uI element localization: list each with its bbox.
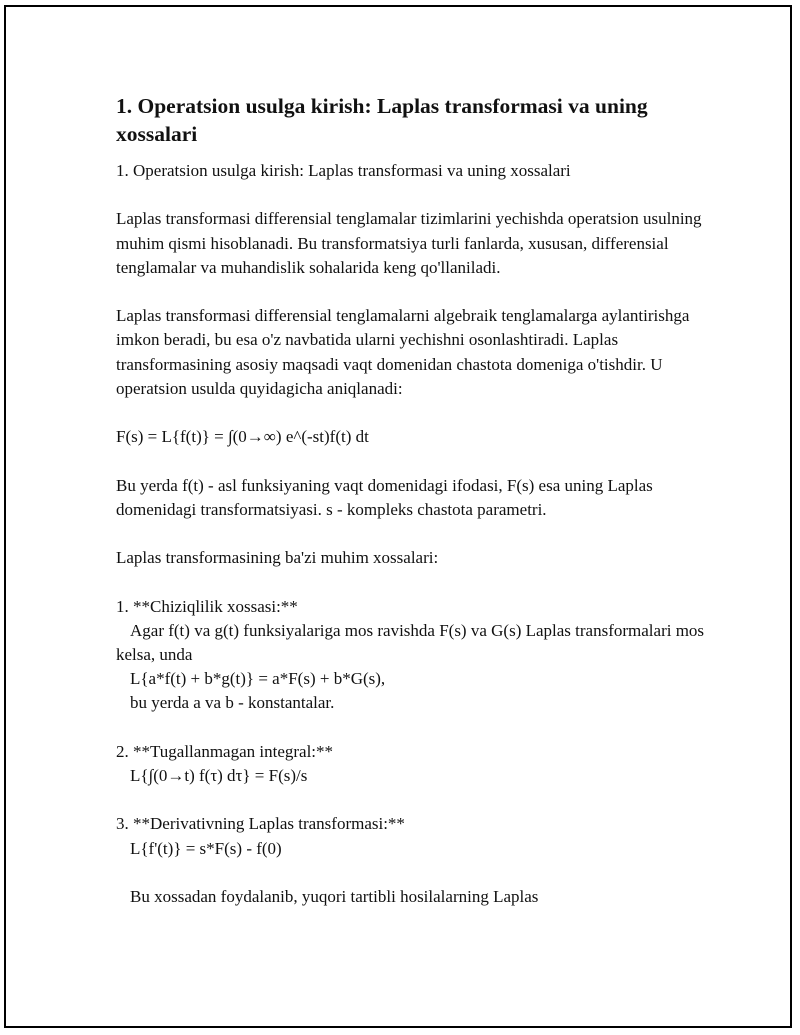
property-item-derivative (116, 812, 716, 860)
properties-intro: Laplas transformasining ba'zi muhim xossalari: (116, 548, 439, 568)
property-item-linearity (116, 595, 716, 716)
document-body (116, 92, 716, 909)
document-subtitle: 1. Operatsion usulga kirish: Laplas transformasi va uning xossalari (116, 161, 571, 180)
property-formula: L{∫(0→t) f(τ) dτ} = F(s)/s (130, 765, 308, 785)
document-heading: 1. Operatsion usulga kirish: Laplas transformasi va uning xossalari (116, 94, 648, 146)
property-title: 3. **Derivativning Laplas transformasi:** (116, 814, 405, 834)
property-item-integral (116, 740, 716, 788)
property-note: bu yerda a va b - konstantalar. (130, 693, 335, 713)
paragraph-intro: Laplas transformasi differensial tenglamalar tizimlarini yechishda operatsion usulning muhim qismi hisoblanadi. Bu transformatsiya turli fanlarda, xususan, differensial tenglamalar va muhandislik sohalarida keng qo'llaniladi. (116, 209, 706, 277)
property-text-content: Agar f(t) va g(t) funksiyalariga mos ravishda F(s) va G(s) Laplas transformalari mos kelsa, unda (116, 620, 709, 664)
paragraph-explanation: Bu yerda f(t) - asl funksiyaning vaqt domenidagi ifodasi, F(s) esa uning Laplas domenidagi transformatsiyasi. s - kompleks chastota parametri. (116, 475, 658, 519)
property-formula: L{a*f(t) + b*g(t)} = a*F(s) + b*G(s), (130, 669, 386, 689)
property-title: 1. **Chiziqlilik xossasi:** (116, 596, 298, 616)
property-formula: L{f'(t)} = s*F(s) - f(0) (130, 838, 282, 858)
property-title: 2. **Tugallanmagan integral:** (116, 741, 334, 761)
paragraph-continuation: Bu xossadan foydalanib, yuqori tartibli hosilalarning Laplas (130, 886, 539, 906)
paragraph-definition: Laplas transformasi differensial tenglamalarni algebraik tenglamalarga aylantirishga imkon beradi, bu esa o'z navbatida ularni yechishni osonlashtiradi. Laplas transformasining asosiy maqsadi vaqt domenidan chastota domeniga o'tishdir. U operatsion usulda quyidagicha aniqlanadi: (116, 306, 694, 398)
laplas-formula: F(s) = L{f(t)} = ∫(0→∞) e^(-st)f(t) dt (116, 427, 369, 447)
property-text (116, 619, 716, 667)
